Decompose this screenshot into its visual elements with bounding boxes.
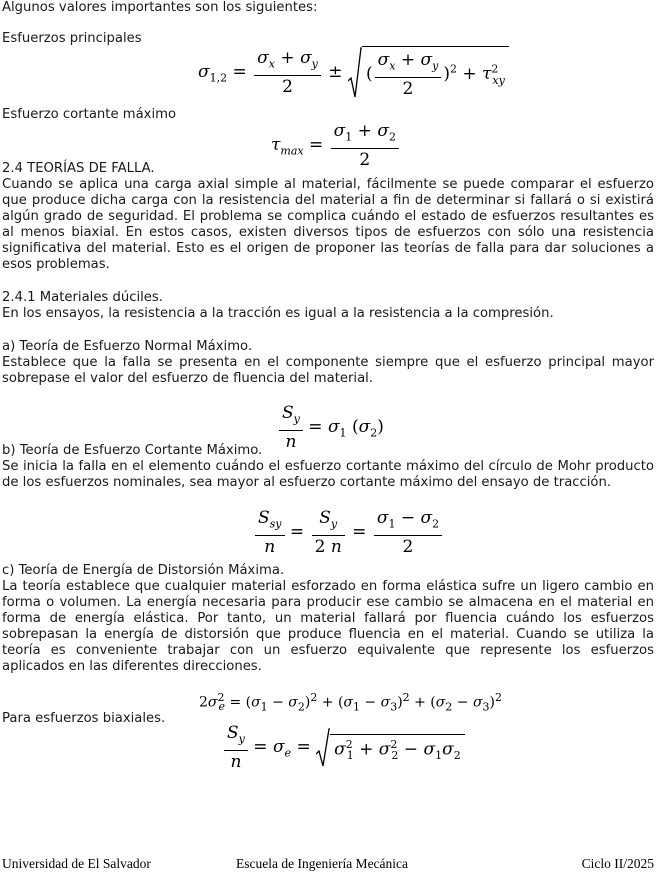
subsection-title: 2.4.1 Materiales dúciles. xyxy=(2,290,163,305)
section-paragraph: Cuando se aplica una carga axial simple al material, fácilmente se puede comparar el esfuerzo que produce dicha carga con la resistencia del material a fin de determinar si fallará o si existirá algún grado de seguridad. El problema se complica cuándo el estado de esfuerzos resultantes es al menos biaxial. En estos casos, existen diversos tipos de esfuerzos con sólo una resistencia significativa del material. Esto es el origen de proponer las teorías de falla para dar soluciones a esos problemas. xyxy=(2,177,654,272)
biaxial-label: Para esfuerzos biaxiales. xyxy=(2,711,166,726)
von-mises-equation: $\frac{S_y}{n}$ = $\sigma_e = \sigma^2_1 + \sigma^2_2 - \sigma_1\sigma_2$ xyxy=(224,723,465,772)
theory-a-text: Establece que la falla se presenta en el componente siempre que el esfuerzo principal mayor sobrepase el valor del esfuerzo de fluencia del material. xyxy=(2,355,654,386)
max-shear-equation: $\tau_{max}$ = $\frac{\sigma_1 + \sigma_2}{2}$ xyxy=(271,121,401,170)
principal-stress-label: Esfuerzos principales xyxy=(2,31,142,46)
footer-term: Ciclo II/2025 xyxy=(581,856,654,871)
distortion-energy-equation: $2\sigma^2_e = (\sigma_1 - \sigma_2)^2 + (\sigma_1 - \sigma_3)^2 + (\sigma_2 - \sigma_3)^2$ xyxy=(199,691,502,714)
theory-c-title: c) Teoría de Energía de Distorsión Máxima. xyxy=(2,563,285,578)
footer-university: Universidad de El Salvador xyxy=(2,856,151,871)
max-shear-label: Esfuerzo cortante máximo xyxy=(2,107,177,122)
theory-a-equation: $\frac{S_y}{n}$ = $\sigma_1$ $(\sigma_2)$ xyxy=(279,403,384,452)
theory-b-equation: $\frac{S_{sy}}{n}$ = $\frac{S_y}{2 n}$ = $\frac{\sigma_1 - \sigma_2}{2}$ xyxy=(255,508,444,557)
intro-text: Algunos valores importantes son los siguientes: xyxy=(2,0,318,15)
section-title: 2.4 TEORÍAS DE FALLA. xyxy=(2,161,155,176)
theory-a-title: a) Teoría de Esfuerzo Normal Máximo. xyxy=(2,339,253,354)
footer-school: Escuela de Ingeniería Mecánica xyxy=(236,856,409,871)
theory-b-text: Se inicia la falla en el elemento cuándo el esfuerzo cortante máximo del círculo de Mohr producto de los esfuerzos nominales, sea mayor al esfuerzo cortante máximo del ensayo de tracción. xyxy=(2,459,654,490)
theory-b-title: b) Teoría de Esfuerzo Cortante Máximo. xyxy=(2,443,263,458)
theory-c-text: La teoría establece que cualquier material esforzado en forma elástica sufre un ligero cambio en forma o volumen. La energía necesaria para producir ese cambio se almacena en el material en forma de energía elástica. Por tanto, un material fallará por fluencia cuándo los esfuerzos sobrepasan la energía de distorsión que produce fluencia en el material. Cuando se utiliza la teoría es conveniente trabajar con un esfuerzo equivalente que represente los esfuerzos aplicados en las diferentes direcciones. xyxy=(2,579,654,674)
subsection-text: En los ensayos, la resistencia a la tracción es igual a la resistencia a la compresión. xyxy=(2,306,554,321)
principal-stress-equation: $\sigma_{1,2}$ = $\frac{\sigma_x + \sigma_y}{2}$ ± ( $\frac{\sigma_x + \sigma_y}{2}$ )$^2 + \tau^2_{xy}$ xyxy=(198,46,509,99)
